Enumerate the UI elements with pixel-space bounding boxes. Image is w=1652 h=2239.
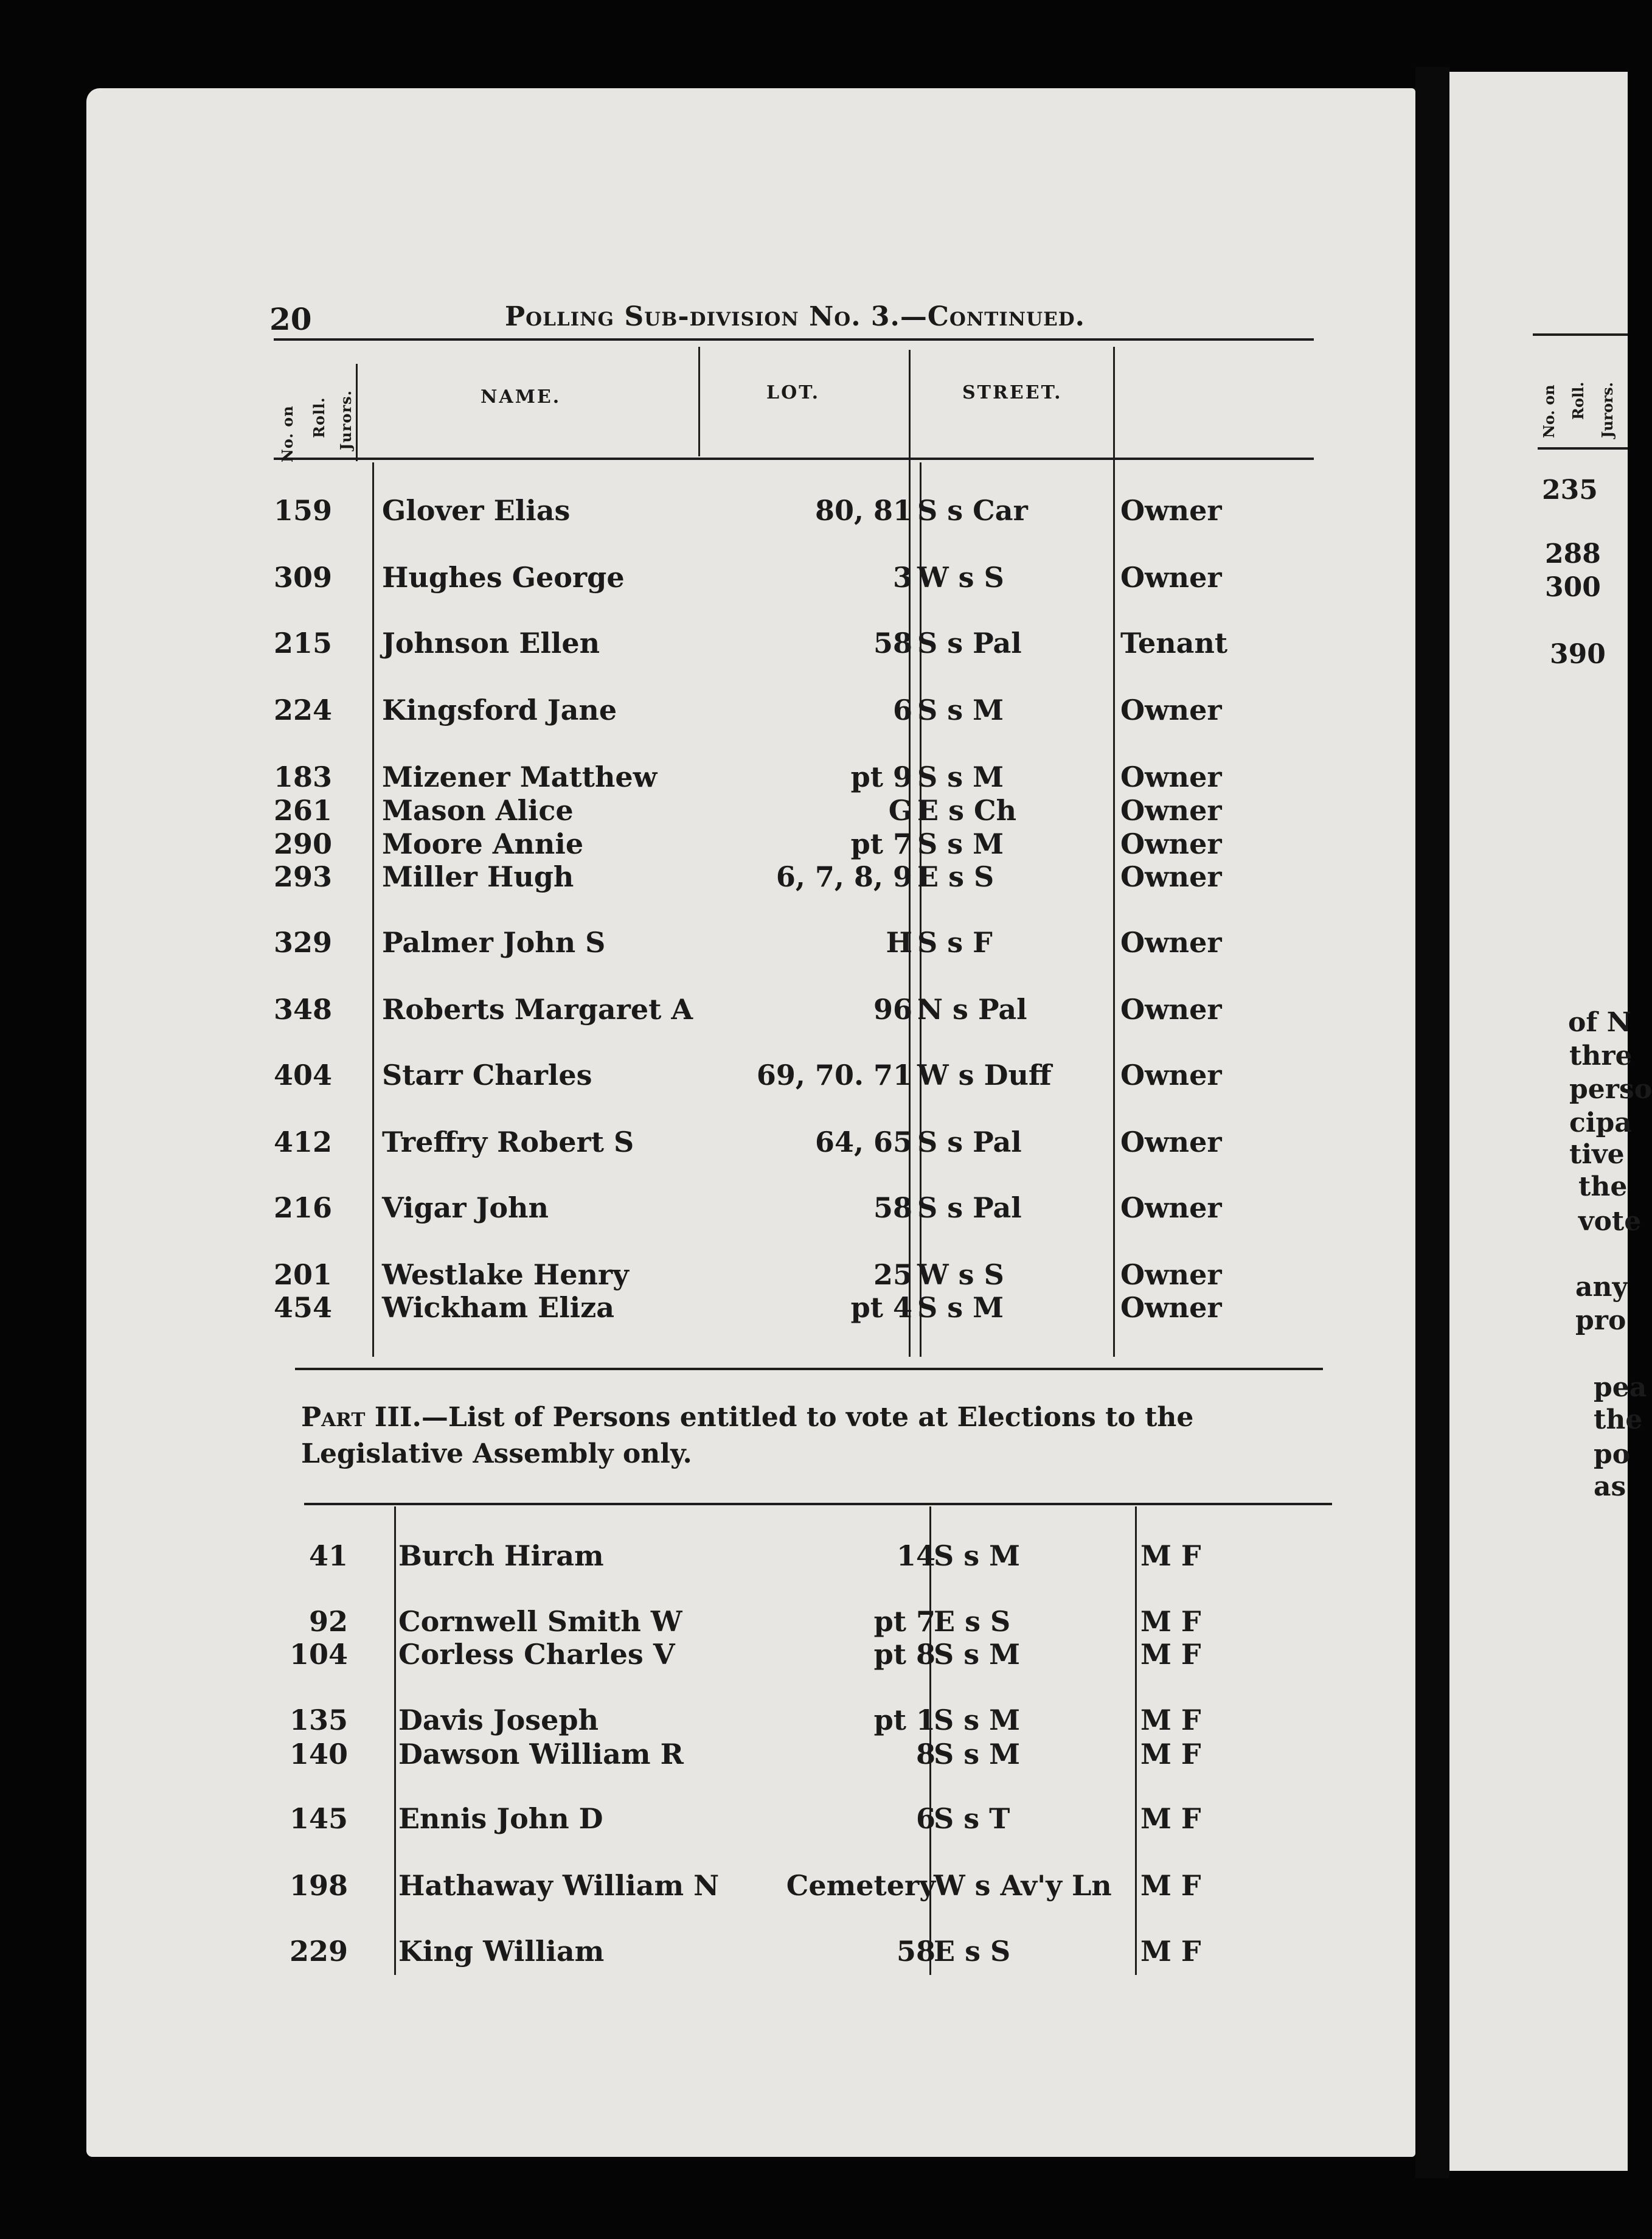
list-item: 92 Cornwell Smith W pt 7 E s S M F — [308, 1605, 1201, 1638]
right-header-rule — [1533, 333, 1628, 336]
page-title: Polling Sub-division No. 3.—Continued. — [505, 301, 1085, 332]
right-col-no-on: No. on — [1540, 385, 1558, 438]
list-item: 41 Burch Hiram 14 S s M M F — [308, 1539, 1201, 1572]
right-roll-number: 235 — [1542, 475, 1598, 506]
list-item: 404 Starr Charles 69, 70. 71 W s Duff Owner — [274, 1059, 1222, 1092]
page-number: 20 — [269, 301, 312, 337]
list-item: 309 Hughes George 3 W s S Owner — [274, 561, 1222, 594]
right-text-fragment: the — [1578, 1171, 1628, 1202]
list-item: 198 Hathaway William N Cemetery W s Av'y Ln M F — [289, 1869, 1201, 1902]
right-text-fragment: the — [1594, 1404, 1643, 1435]
list-item: 183 Mizener Matthew pt 9 S s M Owner — [274, 761, 1222, 793]
list-item: 454 Wickham Eliza pt 4 S s M Owner — [274, 1291, 1222, 1324]
page-gutter — [1415, 67, 1449, 2178]
list-item: 348 Roberts Margaret A 96 N s Pal Owner — [274, 993, 1222, 1026]
list-item: 140 Dawson William R 8 S s M M F — [289, 1738, 1201, 1771]
divider-name — [698, 347, 700, 456]
col-roll: Roll. — [310, 397, 328, 438]
right-text-fragment: pea — [1594, 1372, 1647, 1403]
list-item: 104 Corless Charles V pt 8 S s M M F — [289, 1638, 1201, 1671]
part3-top-rule — [304, 1503, 1332, 1505]
list-item: 135 Davis Joseph pt 1 S s M M F — [289, 1704, 1201, 1736]
right-col-roll: Roll. — [1569, 381, 1587, 420]
list-item: 159 Glover Elias 80, 81 S s Car Owner — [274, 494, 1222, 527]
right-roll-number: 288 — [1545, 538, 1601, 569]
left-page — [86, 88, 1415, 2157]
header-bottom-rule — [274, 458, 1314, 460]
right-col-jurors: Jurors. — [1598, 382, 1616, 438]
col-jurors: Jurors. — [337, 390, 355, 450]
list-item: 215 Johnson Ellen 58 S s Pal Tenant — [274, 627, 1228, 660]
header-top-rule — [274, 338, 1314, 341]
right-text-fragment: po — [1594, 1439, 1631, 1470]
right-roll-number: 300 — [1545, 572, 1601, 603]
right-text-fragment: cipa — [1569, 1107, 1632, 1138]
col-street-heading: STREET. — [962, 382, 1063, 403]
list-item: 293 Miller Hugh 6, 7, 8, 9 E s S Owner — [274, 860, 1222, 893]
right-header-bottom-rule — [1538, 447, 1628, 450]
part3-heading: Part III.—List of Persons entitled to vote at Elections to the Legislative Assembly only. — [301, 1402, 1194, 1469]
right-roll-number: 390 — [1550, 639, 1606, 670]
list-item: 216 Vigar John 58 S s Pal Owner — [274, 1191, 1222, 1224]
list-item: 145 Ennis John D 6 S s T M F — [289, 1802, 1201, 1835]
right-text-fragment: vote — [1578, 1206, 1642, 1237]
col-no-on-roll: No. on — [279, 405, 296, 462]
part-divider-rule — [295, 1368, 1323, 1370]
divider-no — [356, 364, 358, 461]
right-text-fragment: thre — [1569, 1040, 1633, 1071]
list-item: 329 Palmer John S H S s F Owner — [274, 926, 1222, 959]
list-item: 229 King William 58 E s S M F — [289, 1935, 1201, 1968]
list-item: 290 Moore Annie pt 7 S s M Owner — [274, 827, 1222, 860]
col-name-heading: NAME. — [481, 386, 561, 408]
right-text-fragment: tive — [1569, 1139, 1625, 1170]
list-item: 224 Kingsford Jane 6 S s M Owner — [274, 694, 1222, 726]
right-text-fragment: of N — [1568, 1007, 1631, 1038]
right-text-fragment: perso — [1569, 1074, 1652, 1105]
list-item: 261 Mason Alice G E s Ch Owner — [274, 794, 1222, 827]
list-item: 201 Westlake Henry 25 W s S Owner — [274, 1258, 1222, 1291]
right-text-fragment: pro — [1575, 1305, 1626, 1336]
right-text-fragment: any — [1575, 1272, 1628, 1303]
col-lot-heading: LOT. — [766, 382, 821, 403]
list-item: 412 Treffry Robert S 64, 65 S s Pal Owner — [274, 1126, 1222, 1158]
right-text-fragment: as — [1594, 1471, 1626, 1502]
